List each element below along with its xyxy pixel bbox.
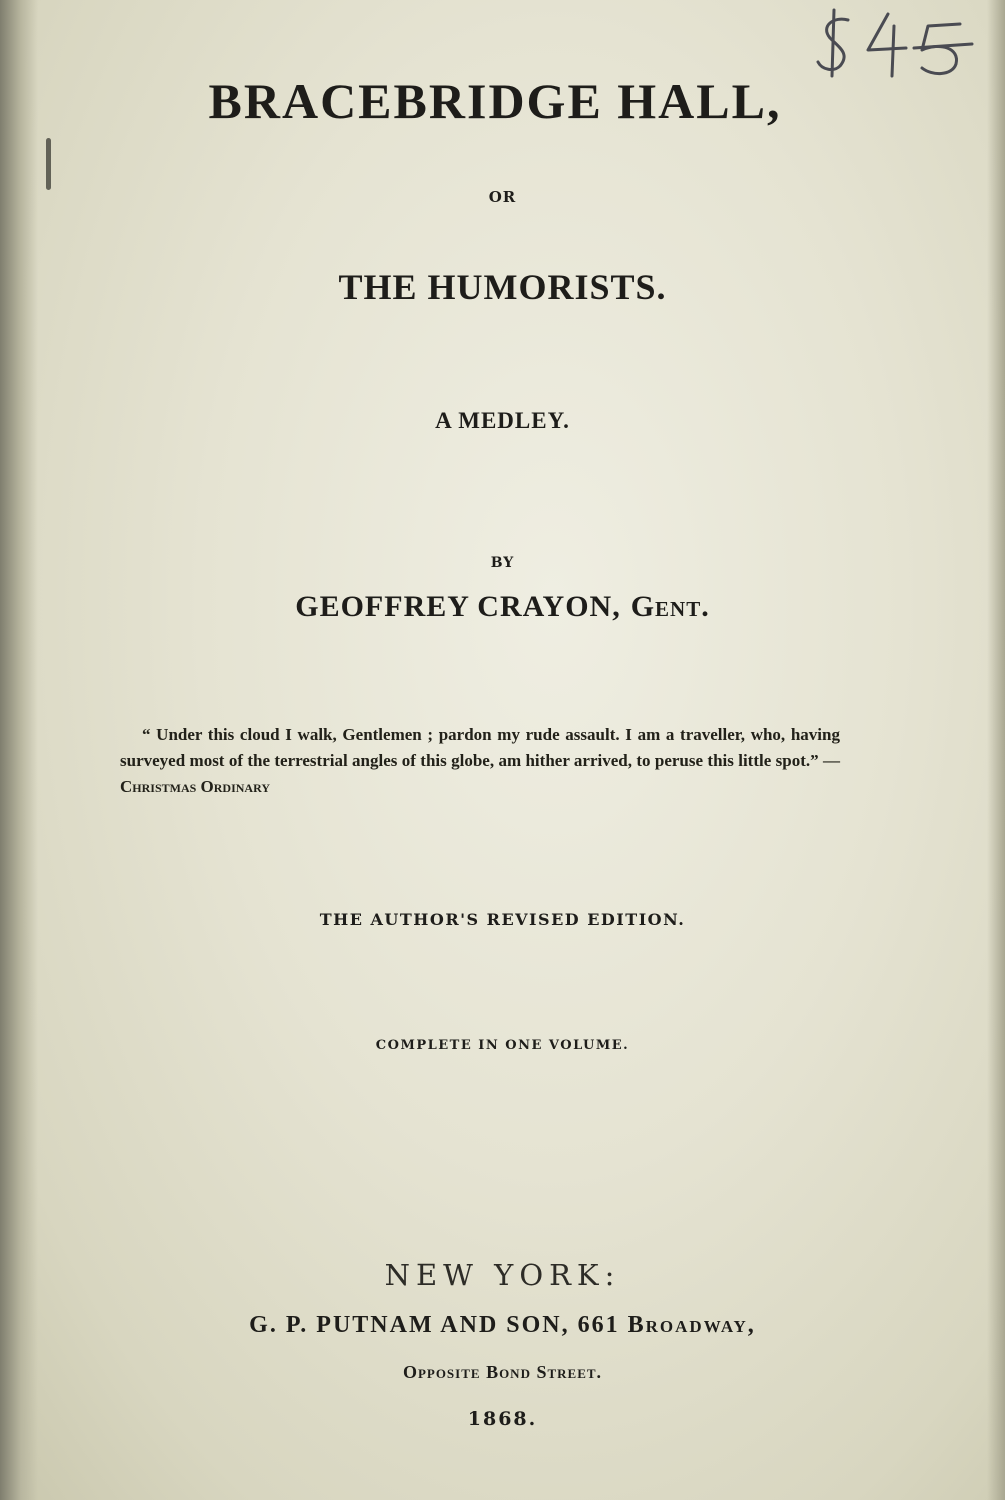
imprint-city: NEW YORK: — [384, 1258, 621, 1292]
imprint-street: Opposite Bond Street. — [402, 1362, 603, 1382]
volume-note: COMPLETE IN ONE VOLUME. — [375, 1038, 630, 1053]
epigraph-quote: “ Under this cloud I walk, Gentlemen ; pardon my rude assault. I am a traveller, who, having surveyed most of the terrestrial angles of this globe, am hither arrived, to peruse this little spot.” — [120, 725, 840, 770]
handwritten-price-drawing — [810, 4, 980, 80]
author-name-text: GEOFFREY CRAYON, — [295, 590, 621, 623]
handwritten-price-note — [810, 4, 980, 80]
publisher-address: 661 Broadway, — [577, 1312, 756, 1338]
imprint-publisher — [0, 1312, 1005, 1339]
epigraph — [120, 722, 840, 800]
binding-mark — [46, 138, 51, 190]
book-title: BRACEBRIDGE HALL, — [208, 73, 782, 129]
edition-note: THE AUTHOR'S REVISED EDITION. — [319, 910, 686, 929]
byline-label: BY — [490, 555, 515, 571]
book-description: A MEDLEY. — [435, 408, 570, 433]
epigraph-attribution: — Christmas Ordinary — [120, 751, 840, 796]
author-name — [0, 590, 1005, 624]
title-conjunction: OR — [488, 188, 517, 206]
author-suffix: Gent. — [630, 590, 710, 623]
imprint-year: 1868. — [467, 1408, 538, 1430]
book-subtitle: THE HUMORISTS. — [338, 267, 667, 307]
publisher-name: G. P. PUTNAM AND SON, — [249, 1312, 570, 1338]
